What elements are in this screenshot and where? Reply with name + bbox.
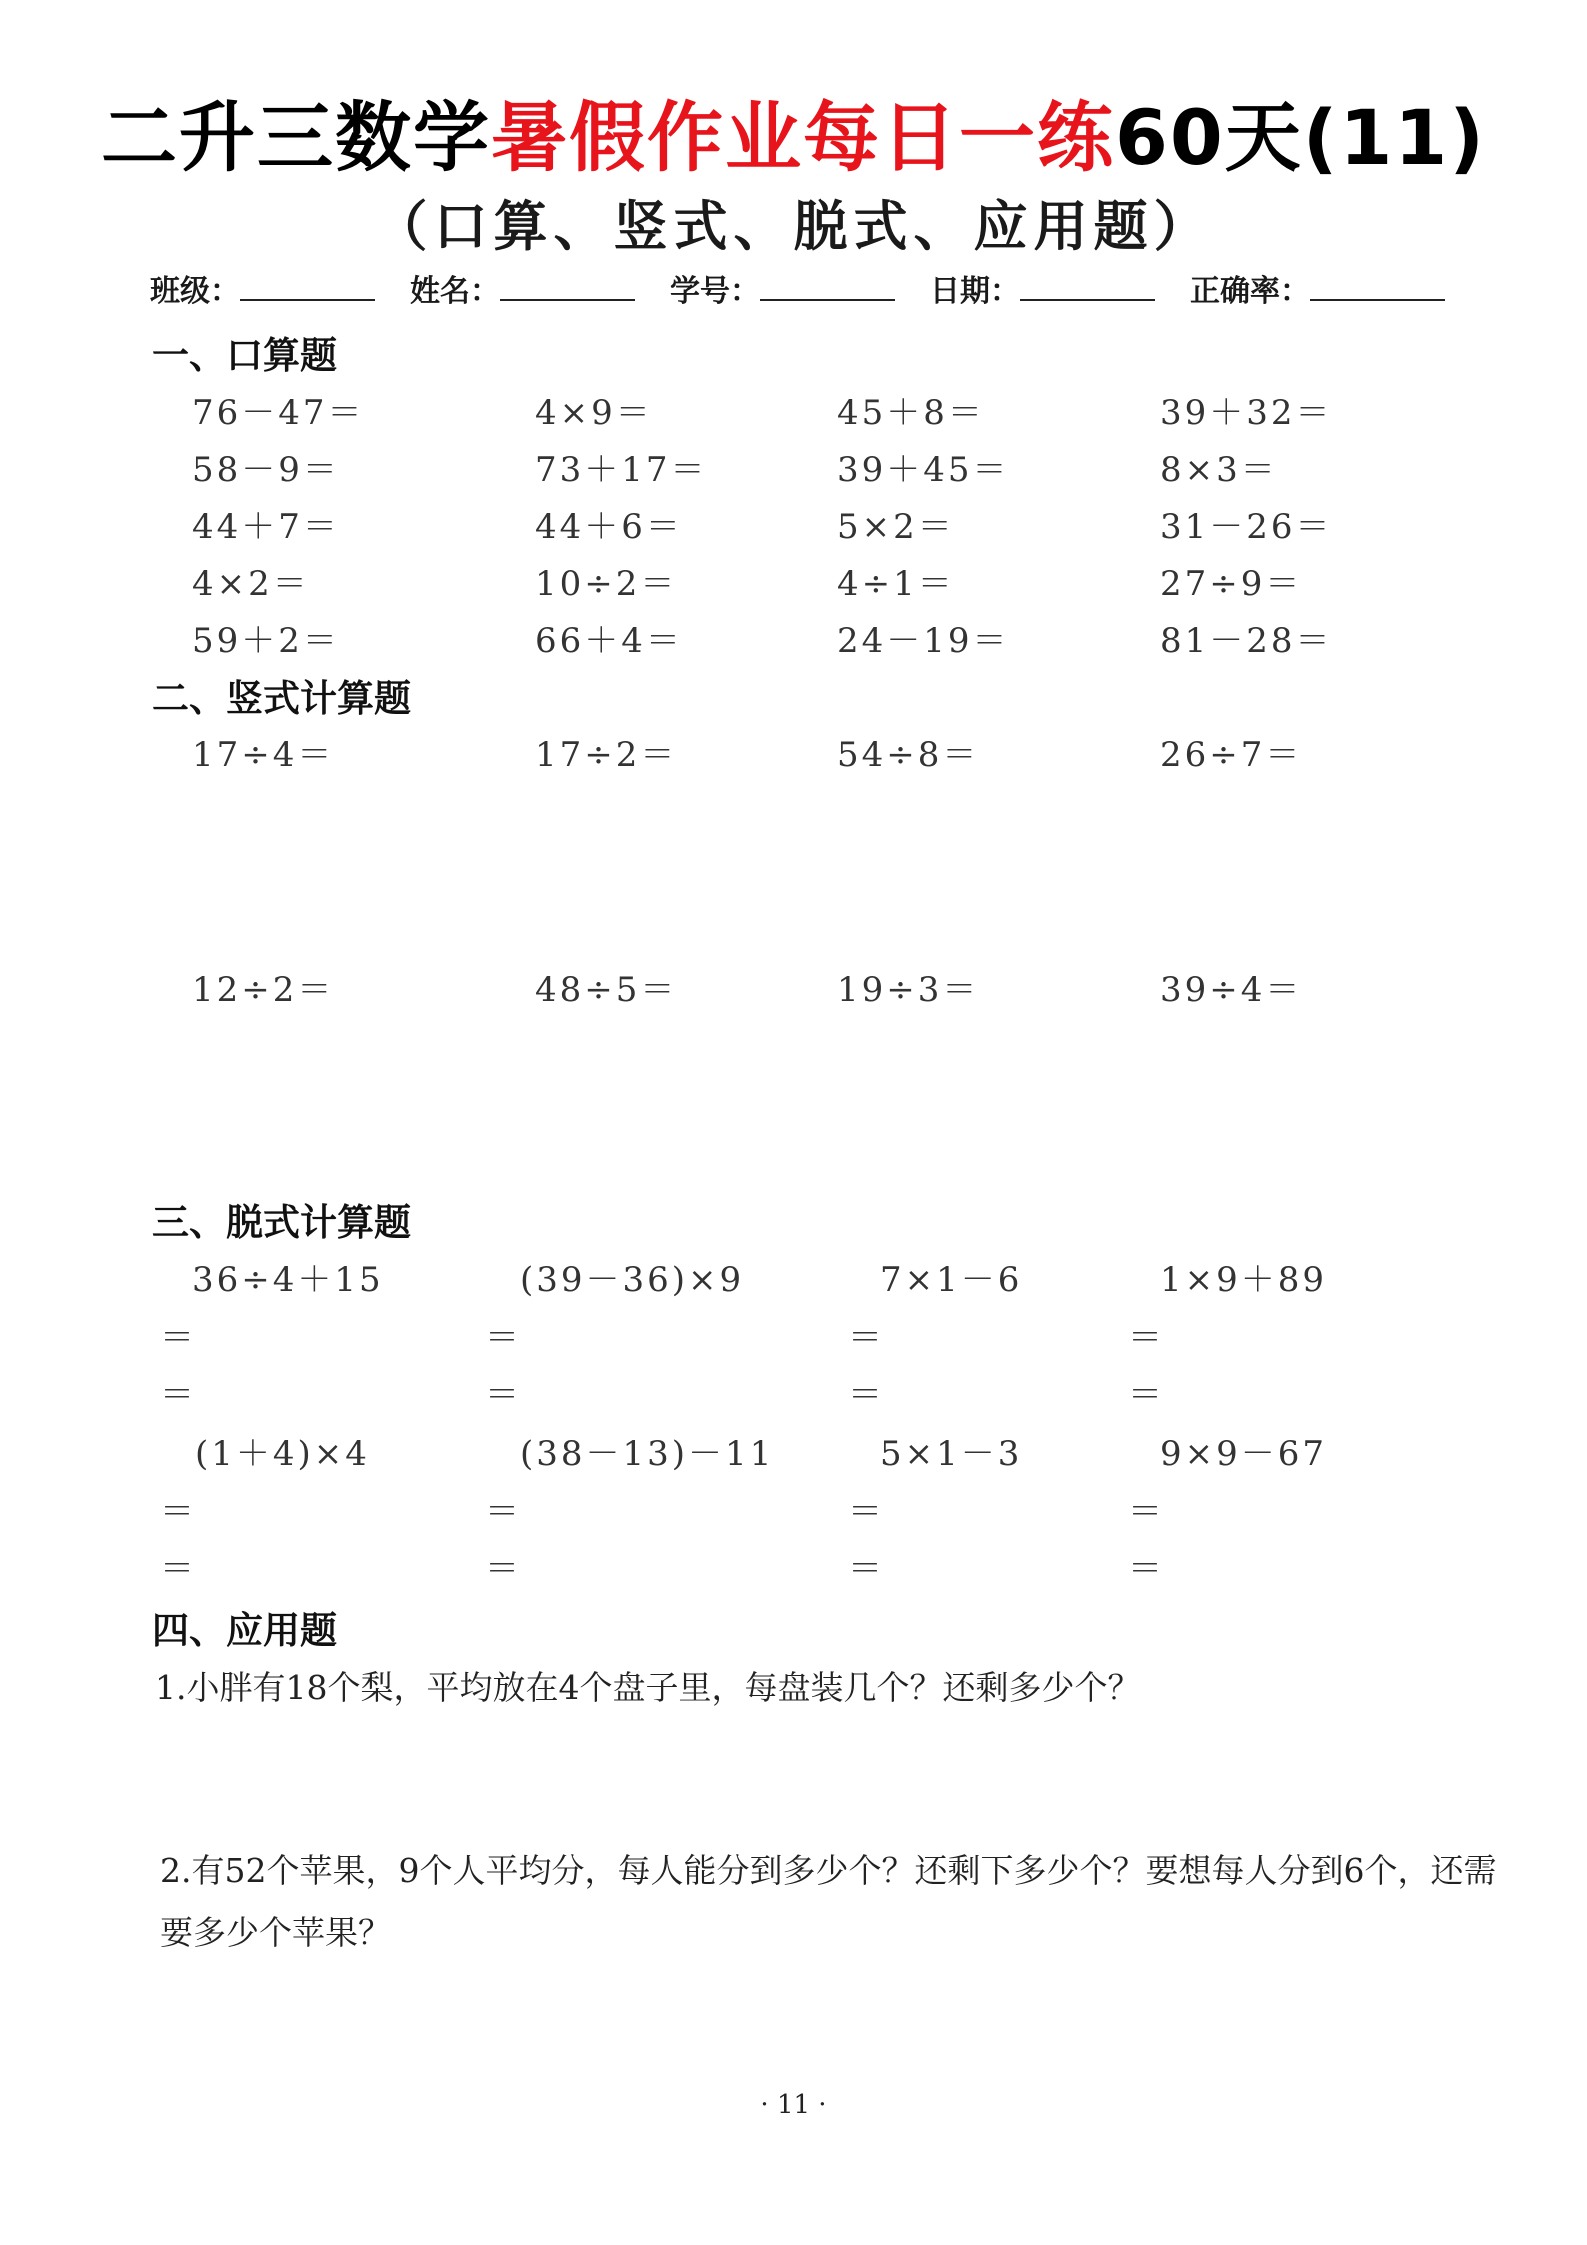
vertical-calc-item: 26÷7＝ [1160,735,1303,775]
stepwise-calc-item: 5×1－3 [880,1434,1023,1474]
info-number-label: 学号： [670,274,760,309]
mental-math-item: 4÷1＝ [837,564,955,604]
vertical-calc-item: 39÷4＝ [1160,970,1303,1010]
mental-math-item: 44＋7＝ [192,507,340,547]
vertical-calc-item: 54÷8＝ [837,735,980,775]
info-number-blank[interactable] [760,271,895,301]
answer-line-equals: ＝ [1128,1375,1162,1415]
answer-line-equals: ＝ [848,1492,882,1532]
mental-math-item: 59＋2＝ [192,621,340,661]
page-number: · 11 · [760,2090,827,2120]
info-name-label: 姓名： [410,274,500,309]
stepwise-calc-item: (1＋4)×4 [195,1434,370,1474]
info-class [150,266,375,308]
mental-math-item: 10÷2＝ [535,564,678,604]
page-subtitle: （口算、竖式、脱式、应用题） [373,195,1214,258]
mental-math-item: 44＋6＝ [535,507,683,547]
section-stepwise-calc-title: 三、脱式计算题 [152,1201,411,1244]
mental-math-item: 8×3＝ [1160,450,1278,490]
answer-line-equals: ＝ [160,1492,194,1532]
info-date-blank[interactable] [1020,271,1155,301]
answer-line-equals: ＝ [160,1318,194,1358]
answer-line-equals: ＝ [485,1318,519,1358]
mental-math-item: 5×2＝ [837,507,955,547]
answer-line-equals: ＝ [485,1492,519,1532]
mental-math-item: 27÷9＝ [1160,564,1303,604]
answer-line-equals: ＝ [848,1549,882,1589]
section-word-problems-title: 四、应用题 [152,1609,337,1652]
info-date [930,266,1155,308]
stepwise-calc-item: 1×9＋89 [1160,1260,1328,1300]
word-problem-1: 1.小胖有18个梨，平均放在4个盘子里，每盘装几个？还剩多少个？ [155,1668,1141,1707]
mental-math-item: 4×9＝ [535,393,653,433]
mental-math-item: 31－26＝ [1160,507,1333,547]
info-class-label: 班级： [150,274,240,309]
title-part-1: 二升三数学 [101,93,491,182]
stepwise-calc-item: 36÷4＋15 [192,1260,384,1300]
vertical-calc-item: 19÷3＝ [837,970,980,1010]
stepwise-calc-item: (39－36)×9 [520,1260,745,1300]
answer-line-equals: ＝ [160,1549,194,1589]
info-name [410,266,635,308]
answer-line-equals: ＝ [848,1375,882,1415]
answer-line-equals: ＝ [485,1549,519,1589]
stepwise-calc-item: 9×9－67 [1160,1434,1328,1474]
answer-line-equals: ＝ [848,1318,882,1358]
title-part-3: 60天(11) [1115,93,1486,182]
mental-math-item: 81－28＝ [1160,621,1333,661]
info-number [670,266,895,308]
mental-math-item: 76－47＝ [192,393,365,433]
mental-math-item: 66＋4＝ [535,621,683,661]
mental-math-item: 24－19＝ [837,621,1010,661]
mental-math-item: 45＋8＝ [837,393,985,433]
page-title [0,93,1587,182]
answer-line-equals: ＝ [485,1375,519,1415]
mental-math-item: 4×2＝ [192,564,310,604]
info-date-label: 日期： [930,274,1020,309]
info-name-blank[interactable] [500,271,635,301]
answer-line-equals: ＝ [1128,1492,1162,1532]
mental-math-item: 39＋32＝ [1160,393,1333,433]
stepwise-calc-item: 7×1－6 [880,1260,1023,1300]
word-problem-2: 2.有52个苹果，9个人平均分，每人能分到多少个？还剩下多少个？要想每人分到6个，还需要多少个苹果？ [160,1851,1497,1952]
section-vertical-calc-title: 二、竖式计算题 [152,677,411,720]
vertical-calc-item: 12÷2＝ [192,970,335,1010]
info-accuracy-label: 正确率： [1190,274,1310,309]
info-class-blank[interactable] [240,271,375,301]
info-accuracy [1190,266,1445,308]
answer-line-equals: ＝ [1128,1549,1162,1589]
vertical-calc-item: 17÷2＝ [535,735,678,775]
stepwise-calc-item: (38－13)－11 [520,1434,775,1474]
vertical-calc-item: 48÷5＝ [535,970,678,1010]
section-mental-math-title: 一、口算题 [152,334,337,377]
mental-math-item: 58－9＝ [192,450,340,490]
vertical-calc-item: 17÷4＝ [192,735,335,775]
answer-line-equals: ＝ [160,1375,194,1415]
mental-math-item: 39＋45＝ [837,450,1010,490]
answer-line-equals: ＝ [1128,1318,1162,1358]
info-accuracy-blank[interactable] [1310,271,1445,301]
title-part-2: 暑假作业每日一练 [491,93,1115,182]
mental-math-item: 73＋17＝ [535,450,708,490]
